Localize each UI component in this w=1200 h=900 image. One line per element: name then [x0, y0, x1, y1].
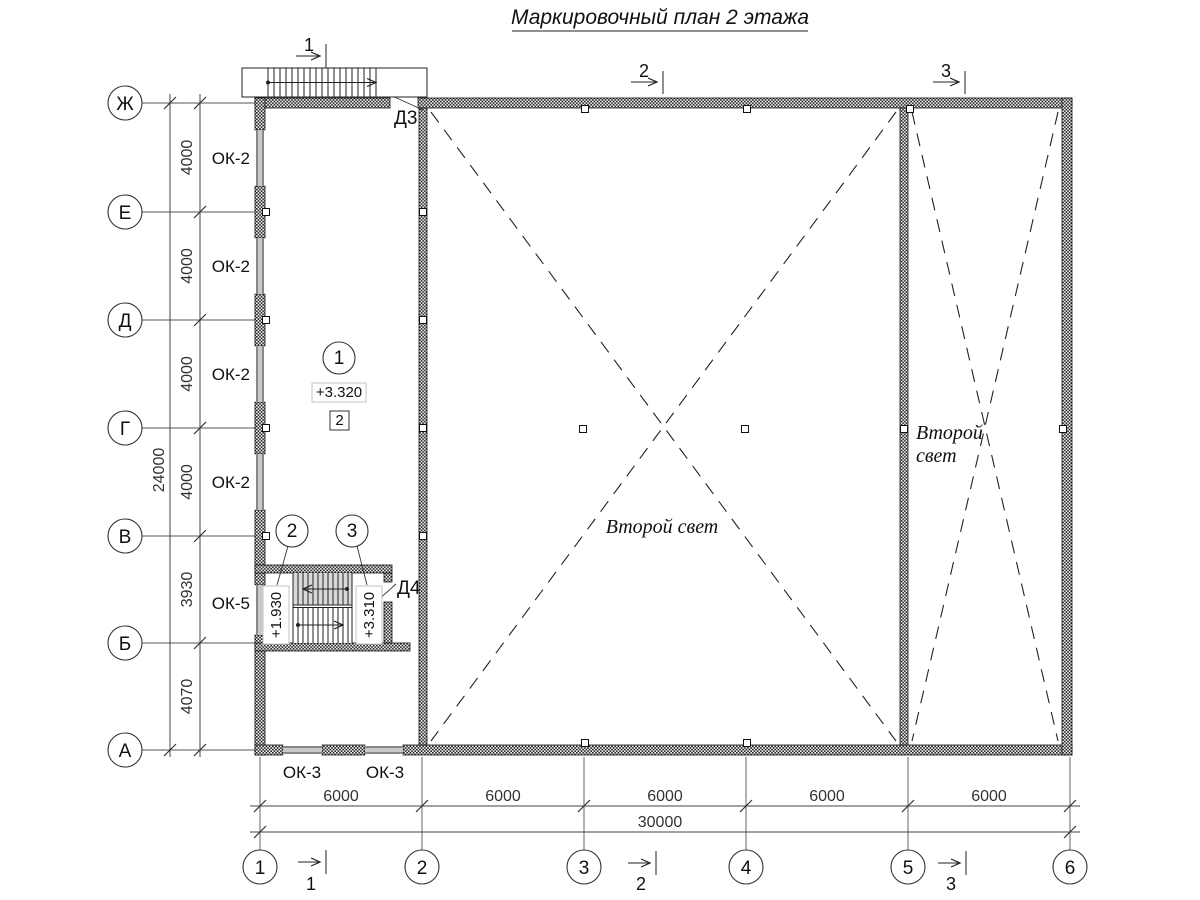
window-label-ok3-2: ОК-3: [365, 763, 405, 782]
window-ok2-symbol-1: [256, 130, 265, 186]
axis-row-e: Е: [118, 203, 132, 224]
external-stair: [242, 68, 427, 97]
extension-lines: [142, 103, 1070, 850]
dim-bottom-5: 6000: [971, 788, 1007, 805]
column-marker: [263, 425, 270, 432]
dim-bottom-2: 6000: [485, 788, 521, 805]
stairwell: [293, 573, 352, 643]
column-marker: [742, 426, 749, 433]
section-1-bottom-label: 1: [305, 874, 317, 894]
grid-axes-left: [108, 86, 142, 767]
section-3-bottom-label: 3: [945, 874, 957, 894]
window-ok3-symbol-1: [283, 746, 322, 755]
axis-row-zh: Ж: [116, 94, 134, 115]
room-tag: [312, 342, 366, 430]
dim-left-5: 3930: [179, 571, 196, 608]
page-title: Маркировочный план 2 этажа: [510, 6, 810, 29]
window-label-ok5: ОК-5: [211, 594, 250, 613]
room-level: +3.320: [315, 384, 363, 401]
column-marker: [263, 533, 270, 540]
dim-left-4: 4000: [179, 464, 196, 500]
section-3-top-label: 3: [940, 61, 952, 81]
window-label-ok3-1: ОК-3: [282, 763, 322, 782]
stair-level-mid: +1.930: [268, 591, 285, 639]
window-label-ok2-3: ОК-2: [211, 365, 250, 384]
window-labels: [212, 149, 404, 782]
door-d4-label: Д4: [397, 578, 421, 599]
stair-tag-2: 2: [286, 521, 298, 542]
stair-level-top: +3.310: [361, 591, 378, 639]
column-marker: [582, 106, 589, 113]
column-marker: [420, 533, 427, 540]
dim-bottom-3: 6000: [647, 788, 683, 805]
dim-left-3: 4000: [179, 356, 196, 392]
room-number: 1: [333, 348, 345, 369]
dimension-ticks: [164, 97, 1076, 838]
section-1-top-label: 1: [303, 35, 315, 55]
axis-col-4: 4: [740, 858, 752, 879]
column-marker: [1060, 426, 1067, 433]
window-label-ok2-4: ОК-2: [211, 473, 250, 492]
axis-row-g: Г: [119, 419, 131, 440]
column-marker: [907, 106, 914, 113]
stair-tag-3: 3: [346, 521, 358, 542]
window-ok3-symbol-2: [365, 746, 403, 755]
door-d3-label: Д3: [394, 108, 418, 129]
dim-bottom-4: 6000: [809, 788, 845, 805]
axis-col-2: 2: [416, 858, 428, 879]
section-2-top-label: 2: [638, 61, 650, 81]
window-ok2-symbol-4: [256, 454, 265, 510]
column-marker: [744, 740, 751, 747]
column-marker: [582, 740, 589, 747]
room-box-number: 2: [335, 412, 344, 429]
dim-left-2: 4000: [179, 248, 196, 284]
drawing-title: [511, 6, 809, 31]
axis-row-v: В: [118, 527, 132, 548]
axis-row-a: А: [118, 741, 132, 762]
window-label-ok2-2: ОК-2: [211, 257, 250, 276]
axis-col-3: 3: [578, 858, 590, 879]
column-marker: [901, 426, 908, 433]
window-label-ok2-1: ОК-2: [211, 149, 250, 168]
void-label-right-2: свет: [916, 445, 957, 467]
dimensions-left: [151, 140, 196, 715]
void-label-right-1: Второй: [916, 422, 983, 444]
column-marker: [420, 209, 427, 216]
dim-left-6: 4070: [179, 678, 196, 715]
dim-left-total: 24000: [151, 447, 168, 493]
section-2-bottom-label: 2: [635, 874, 647, 894]
axis-row-d: Д: [118, 311, 132, 332]
axis-col-1: 1: [254, 858, 266, 879]
column-marker: [263, 209, 270, 216]
dim-bottom-total: 30000: [637, 814, 683, 831]
column-marker: [420, 425, 427, 432]
dim-bottom-1: 6000: [323, 788, 359, 805]
column-marker: [420, 317, 427, 324]
dim-left-1: 4000: [179, 139, 196, 176]
windows: [256, 130, 404, 755]
column-marker: [744, 106, 751, 113]
doors: [377, 94, 423, 601]
window-ok2-symbol-3: [256, 346, 265, 402]
column-marker: [263, 317, 270, 324]
axis-col-5: 5: [902, 858, 914, 879]
window-ok2-symbol-2: [256, 238, 265, 294]
grid-axes-bottom: [243, 850, 1087, 884]
column-marker: [580, 426, 587, 433]
axis-col-6: 6: [1064, 858, 1076, 879]
void-label-center: Второй свет: [605, 516, 719, 538]
axis-row-b: Б: [118, 634, 132, 655]
